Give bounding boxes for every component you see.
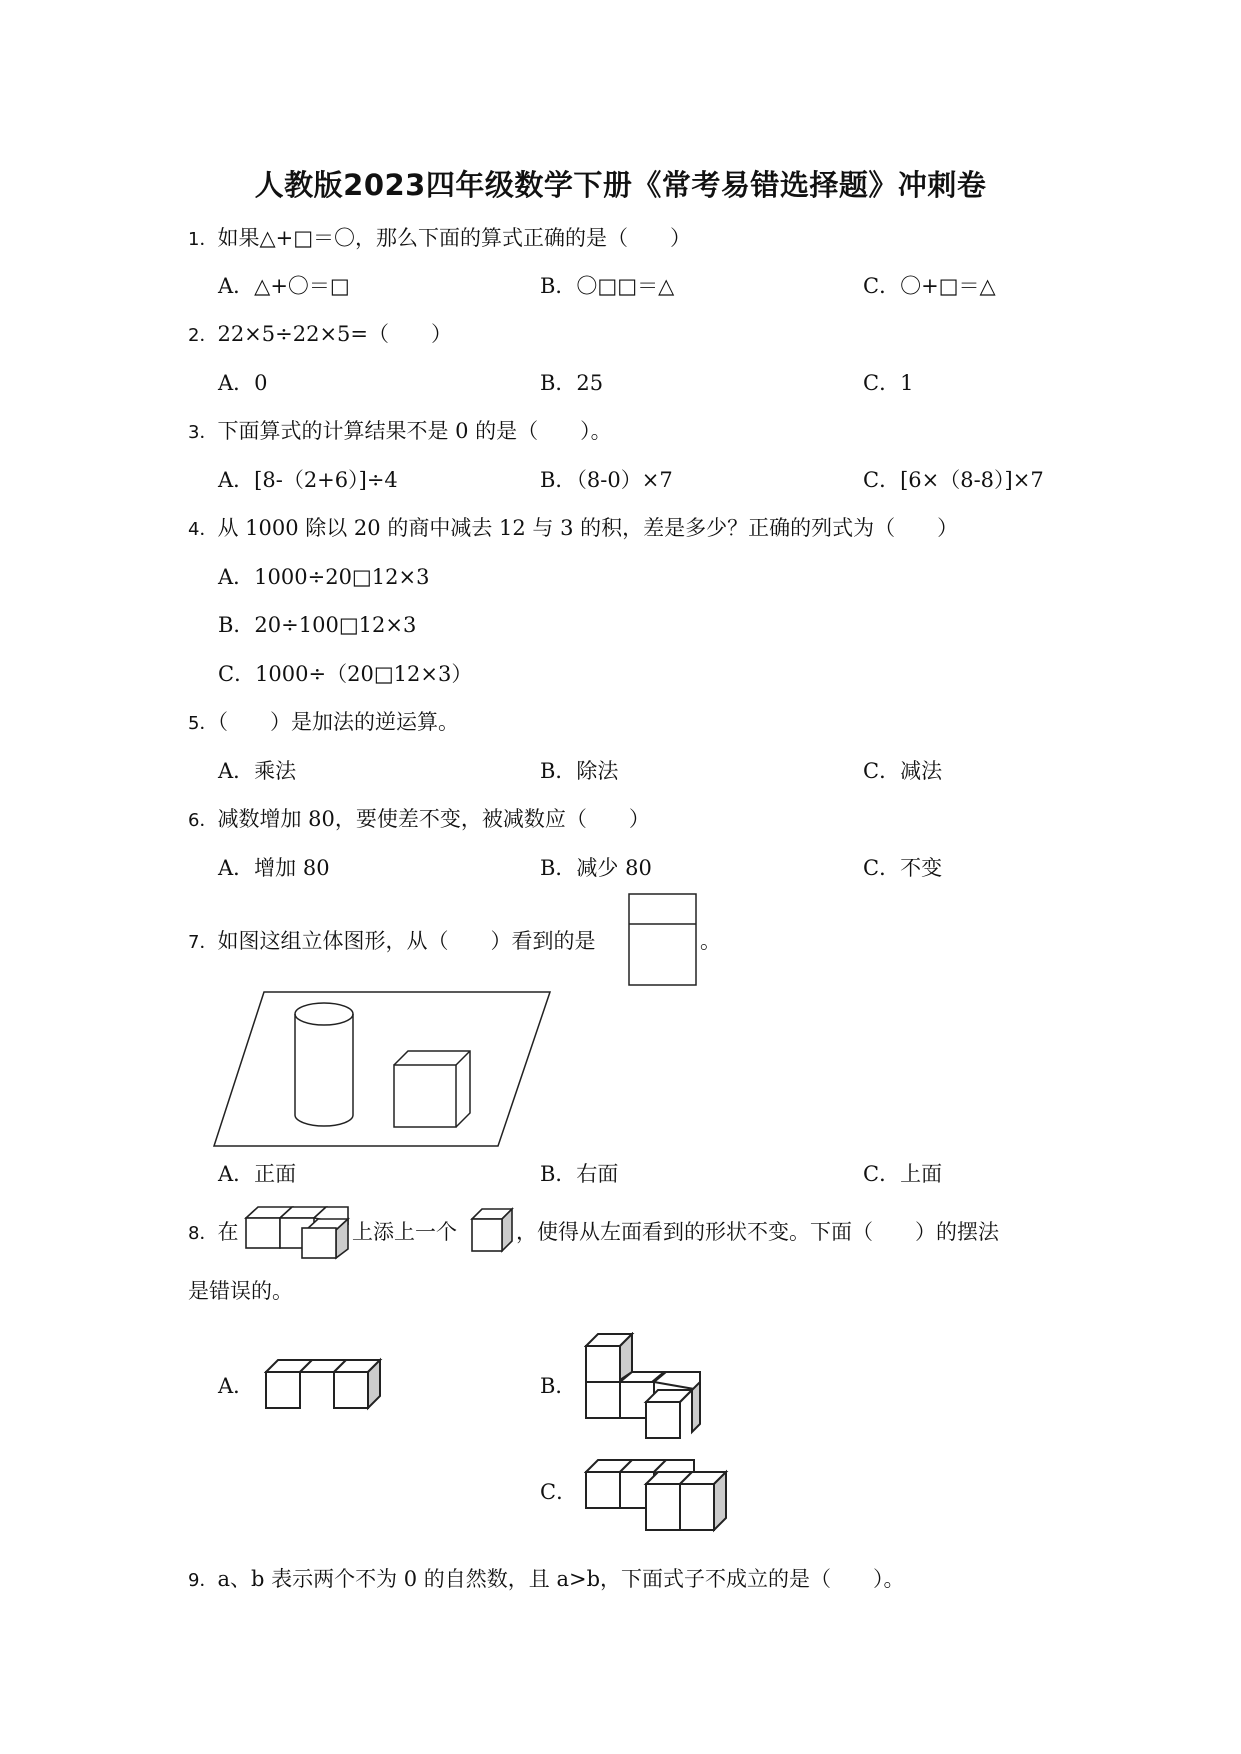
question-number: 4．: [188, 519, 218, 540]
question-stem: 22×5÷22×5=（ ）: [217, 322, 453, 346]
question-8-stem-start: [188, 1218, 238, 1248]
question-stem: 从 1000 除以 20 的商中减去 12 与 3 的积，差是多少？正确的列式为（ ）: [217, 516, 959, 540]
question-stem: 上添上一个: [352, 1220, 457, 1244]
question-number: 6．: [188, 810, 218, 831]
question-6: [188, 805, 650, 835]
option-a: A．[8-（2+6）]÷4: [218, 468, 398, 492]
question-stem-end: 。: [700, 929, 721, 953]
option-a: A．1000÷20□12×3: [218, 565, 430, 589]
option-a: A．增加 80: [218, 856, 330, 880]
option-b-cubes-figure: [584, 1332, 704, 1450]
front-view-rectangle-figure: [628, 893, 698, 987]
question-number: 3．: [188, 422, 218, 443]
option-c: C．不变: [863, 856, 943, 880]
option-b: B．除法: [540, 759, 619, 783]
question-9: [188, 1565, 905, 1595]
question-stem: 在: [217, 1220, 239, 1244]
question-number: 9．: [188, 1570, 218, 1591]
option-b: B．: [540, 1374, 577, 1398]
question-stem: ，使得从左面看到的形状不变。下面（ ）的摆法: [516, 1220, 999, 1244]
option-c: C．1: [863, 371, 914, 395]
option-c-cubes-figure: [584, 1458, 730, 1534]
option-b: B．减少 80: [540, 856, 652, 880]
option-c: C．〇+□＝△: [863, 274, 996, 298]
question-2: [188, 320, 452, 350]
question-number: 2．: [188, 325, 218, 346]
question-1: [188, 224, 691, 254]
option-c: C．1000÷（20□12×3）: [218, 662, 473, 686]
question-7: [188, 927, 595, 957]
option-b: B．〇□□＝△: [540, 274, 675, 298]
option-a: A．正面: [218, 1162, 297, 1186]
single-cube-figure: [470, 1207, 514, 1253]
question-stem-line-2: 是错误的。: [188, 1279, 293, 1303]
option-a: A．0: [218, 371, 268, 395]
question-number: 8．: [188, 1223, 218, 1244]
question-5: [188, 708, 459, 738]
question-number: 7．: [188, 932, 218, 953]
option-c: C．[6×（8-8）]×7: [863, 468, 1044, 492]
option-b: B．25: [540, 371, 604, 395]
cylinder-cube-figure: [212, 988, 552, 1150]
question-4: [188, 514, 958, 544]
question-stem: 减数增加 80，要使差不变，被减数应（ ）: [217, 807, 650, 831]
question-number: 1．: [188, 229, 218, 250]
option-a: A．△+〇＝□: [218, 274, 350, 298]
option-b: B．（8-0）×7: [540, 468, 673, 492]
option-c: C．减法: [863, 759, 943, 783]
option-c: C．: [540, 1480, 578, 1504]
option-a: A．乘法: [218, 759, 297, 783]
option-a: A．: [218, 1374, 255, 1398]
option-a-cubes-figure: [264, 1350, 390, 1412]
option-b: B．右面: [540, 1162, 619, 1186]
question-stem: 下面算式的计算结果不是 0 的是（ ）。: [217, 419, 612, 443]
question-number: 5．: [188, 713, 218, 734]
page-title: 人教版2023四年级数学下册《常考易错选择题》冲刺卷: [254, 168, 987, 202]
question-3: [188, 417, 612, 447]
question-stem: 如图这组立体图形，从（ ）看到的是: [217, 929, 596, 953]
option-c: C．上面: [863, 1162, 943, 1186]
question-stem: （ ）是加法的逆运算。: [217, 710, 459, 734]
option-b: B．20÷100□12×3: [218, 613, 417, 637]
question-stem: a、b 表示两个不为 0 的自然数，且 a>b，下面式子不成立的是（ ）。: [217, 1567, 905, 1591]
three-cube-structure-figure: [244, 1204, 352, 1260]
question-stem: 如果△+□＝〇，那么下面的算式正确的是（ ）: [217, 226, 692, 250]
